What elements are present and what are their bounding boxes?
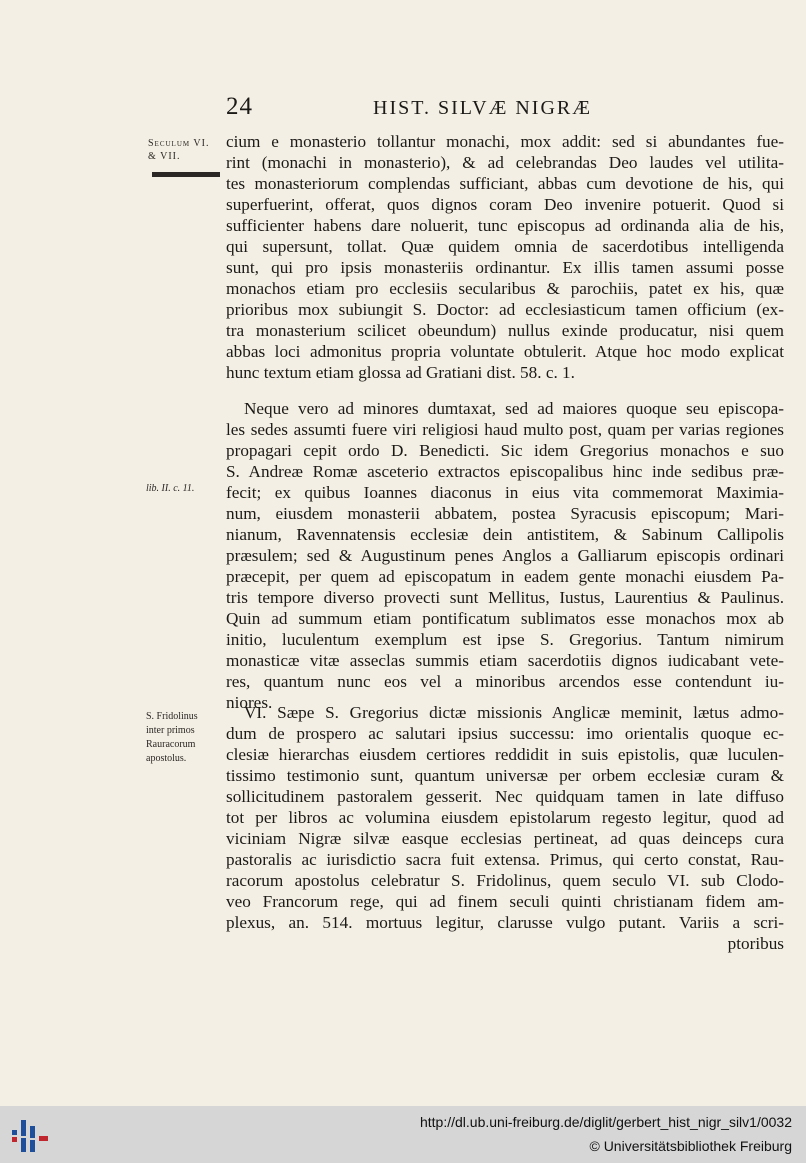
text-line: monasticæ vitæ asseclas summis etiam sacerdotiis dignos iudicabant vete- [226, 651, 784, 670]
paragraph-2 [226, 398, 784, 713]
text-line: niores. [226, 693, 273, 712]
text-line: præcepit, per quem ad episcopatum in eadem gente monachi eiusdem Pa- [226, 567, 784, 586]
text-line: rint (monachi in monasterio), & ad celebrandas Deo laudes vel utilita- [226, 153, 784, 172]
text-line: VI. Sæpe S. Gregorius dictæ missionis Anglicæ meminit, lætus admo- [244, 703, 784, 722]
text-line: qui supersunt, tollat. Quæ quidem omnia de sacerdotibus intelligenda [226, 237, 784, 256]
text-line: fecit; ex quibus Ioannes diaconus in eius vita commemorat Maximia- [226, 483, 784, 502]
text-line: veo Francorum rege, qui ad finem seculi quinti christianam fidem am- [226, 892, 784, 911]
text-line: racorum apostolus celebratur S. Fridolinus, quem seculo VI. sub Clodo- [226, 871, 784, 890]
text-line: nianum, Ravennatensis ecclesiæ dein antistitem, & Sabinum Callipolis [226, 525, 784, 544]
text-line: dum de prospero ac salutari ipsius successu: imo orientalis quoque ec- [226, 724, 784, 743]
text-line: tes monasteriorum complendas sufficiant, abbas cum devotione de his, qui [226, 174, 784, 193]
ub-freiburg-logo-icon [10, 1116, 54, 1156]
text-line: tris tempore diverso provecti sunt Mellitus, Iustus, Laurentius & Paulinus. [226, 588, 784, 607]
text-line: num, eiusdem monasterii abbatem, postea Syracusis episcopum; Mari- [226, 504, 784, 523]
viewer-footer [0, 1106, 806, 1163]
text-line: S. Andreæ Romæ asceterio extractos episcopalibus hinc inde sedibus præ- [226, 462, 784, 481]
text-line: tot per libros ac volumina eiusdem epistolarum regesto legitur, quod ad [226, 808, 784, 827]
text-line: sollicitudinem pastoralem gesserit. Nec quidquam tamen in late diffuso [226, 787, 784, 806]
margin-rule [152, 172, 220, 177]
text-line: res, quantum nunc eos vel a minoribus arcendos esse contendunt iu- [226, 672, 784, 691]
text-line: viciniam Nigræ silvæ easque ecclesias pertineat, ad quas deinceps cura [226, 829, 784, 848]
text-line: les sedes assumti fuere viri religiosi haud multo post, quam per varias regiones [226, 420, 784, 439]
text-line: clesiæ hierarchas eiusdem certiores reddidit in suis epistolis, quæ luculen- [226, 745, 784, 764]
page-number: 24 [226, 93, 253, 120]
text-line: tissimo testimonio sunt, quantum universæ per orbem ecclesiæ curam & [226, 766, 784, 785]
text-line: sunt, qui pro ipsis monasteriis ordinantur. Ex illis tamen assumi posse [226, 258, 784, 277]
text-line: superfuerint, offerat, quos dignos coram Deo invenire potuerit. Quod si [226, 195, 784, 214]
text-line: propagari cepit ordo D. Benedicti. Sic idem Gregorius monachos e suo [226, 441, 784, 460]
paragraph-1 [226, 131, 784, 383]
paragraph-3 [226, 702, 784, 954]
document-url-link[interactable]: http://dl.ub.uni-freiburg.de/diglit/gerbert_hist_nigr_silv1/0032 [419, 1114, 792, 1130]
text-line: abbas loci admonitus propria voluntate obtulerit. Atque hoc modo explicat [226, 342, 784, 361]
running-head: HIST. SILVÆ NIGRÆ [373, 97, 593, 119]
text-line: monachos etiam pro ecclesiis secularibus & parochiis, patet ex his, quæ [226, 279, 784, 298]
text-line: Quin ad summum etiam pontificatum sublimatos esse monachos mox ab [226, 609, 784, 628]
catchword: ptoribus [727, 934, 784, 953]
text-line: cium e monasterio tollantur monachi, mox addit: sed si abundantes fue- [226, 132, 784, 151]
text-line: prioribus mox subiungit S. Doctor: ad ecclesiasticum tamen officium (ex- [226, 300, 784, 319]
margin-note-lib-ref: lib. II. c. 11. [146, 483, 195, 494]
text-line: initio, luculentum exemplum est ipse S. Gregorius. Tantum nimirum [226, 630, 784, 649]
page-header [0, 93, 806, 127]
text-line: sufficienter habens dare noluerit, tunc episcopus ad ordinanda alia de his, [226, 216, 784, 235]
text-line: pastoralis ac iurisdictio sacra fuit extensa. Primus, qui certo constat, Rau- [226, 850, 784, 869]
text-line: tra monasterium scilicet obeundum) nullus exinde producatur, nisi quem [226, 321, 784, 340]
text-line: Neque vero ad minores dumtaxat, sed ad maiores quoque seu episcopa- [244, 399, 784, 418]
margin-note-saeculum: Seculum VI. & VII. [148, 138, 210, 162]
text-line: præsulem; sed & Augustinum penes Anglos a Galliarum episcopis ordinari [226, 546, 784, 565]
text-line: plexus, an. 514. mortuus legitur, clarusse vulgo putant. Variis a scri- [226, 913, 784, 932]
text-line: hunc textum etiam glossa ad Gratiani dist. 58. c. 1. [226, 363, 575, 382]
margin-note-fridolinus: S. Fridolinus inter primos Rauracorum apostolus. [146, 711, 198, 764]
copyright-notice: © Universitätsbibliothek Freiburg [589, 1138, 792, 1154]
